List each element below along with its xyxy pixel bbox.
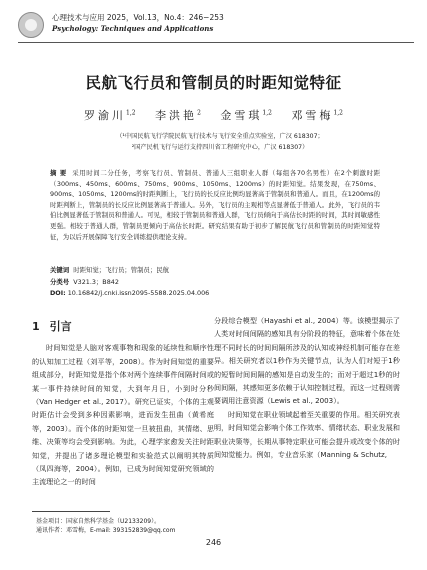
page-number: 246 [205, 538, 222, 547]
paper-title: 民航飞行员和管制员的时距知觉特征 [85, 74, 342, 92]
author-name: 金雪琪 [220, 109, 263, 122]
journal-logo [18, 12, 44, 38]
body-paragraph: 时间知觉在职业领域起着至关重要的作用。相关研究表明，时间知觉会影响个体工作效率、情绪状态、职业发展和职业决策等，长期从事特定职业可能会提升或改变个体的时间知觉能力。例如，专业音乐家（Manning & Schutz, [214, 409, 400, 460]
doi [50, 289, 380, 297]
journal-english-name: Psychology: Techniques and Applications [52, 24, 214, 33]
author-name: 邓雪梅 [291, 109, 334, 122]
classification-text: V321.3；B842 [73, 278, 119, 286]
affiliation-line: （¹中国民航飞行学院民航飞行技术与飞行安全重点实验室，广汉 618307； [116, 133, 324, 140]
author-affiliation-mark: 2 [197, 109, 201, 117]
header-rule [18, 42, 414, 43]
classification [50, 277, 380, 286]
section-number: 1 [32, 320, 40, 333]
author-name: 罗渝川 [84, 109, 127, 122]
author-affiliation-mark: 1,2 [333, 109, 343, 117]
right-column [214, 314, 400, 461]
doi-label: DOI: [50, 289, 66, 297]
footnote-rule [32, 511, 110, 512]
keywords-text: 时距知觉；飞行员；管制员；民航 [73, 266, 170, 274]
abstract-text: 采用时间二分任务，考察飞行员、管制员、普通人三组职业人群（每组各70名男性）在2个刺激时距（300ms、450ms、600ms、750ms、900ms、1050ms、1200ms）的时距知觉。结果发现，在750ms、900ms、1050ms、1200ms的时距判断上，飞行员的长反应比例均显著高于管制员和普通人。而且，在1200ms的时距判断上，管制员的长反应比例显著高于普通人。另外，飞行员的主观相等点显著低于普通人。此外，飞行员的韦伯比例显著低于管制员和普通人。可见，相较于管制员和普通人群，飞行员倾向于高估长时距的时间，其时间敏感性更强。相较于普通人群，管制员更倾向于高估长时距。研究结果有助于初步了解民航飞行员和管制员的时距知觉特征，为以后开展保障飞行安全训练提供理论支持。 [50, 169, 380, 241]
affiliation-line: ²国产民机飞行与运行支持四川省工程研究中心，广汉 618307） [131, 144, 309, 151]
author-list [0, 107, 427, 123]
body-paragraph: 分段综合模型（Hayashi et al., 2004）等。该模型揭示了人类对时间间隔的感知具有分阶段的特征，意味着个体在处理不同时长的时间间隔所涉及的认知或神经机制可能存在差异。相关研究者以1秒作为关键节点，认为人们对短于1秒的短暂时间间隔的感知是自动发生的；而对于超过1秒的时间间隔，其感知更多依赖于认知控制过程，而这一过程则需要调用注意资源（Lewis et al., 2003）。 [214, 316, 400, 406]
author-affiliation-mark: 1,2 [262, 109, 272, 117]
author-name: 李洪艳 [155, 109, 198, 122]
author-affiliation-mark: 1,2 [126, 109, 136, 117]
footnote-funding: 基金项目：国家自然科学基金（U2133209）。 [36, 518, 161, 525]
section-title: 引言 [49, 320, 72, 333]
abstract-label: 摘 要 [50, 169, 67, 177]
left-column [32, 320, 214, 489]
keywords-label: 关键词 [50, 266, 70, 274]
section-heading [32, 320, 214, 333]
body-paragraph: 时间知觉是人脑对客观事物和现象的延续性和顺序性的认知加工过程（刘平等，2008）。作为时间知觉的重要组成部分，时距知觉是指个体对两个连续事件间隔时间或某一事件持续时间的知觉，大到年月日，小到时分秒（Van Hedger et al., 2017）。研究已证实，个体的主观时距估计会受到多种因素影响，进而发生扭曲（黄希庭等，2003）。而个体的时距知觉一旦被扭曲，其情绪、思维、决策等均会受到影响。为此，心理学家愈发关注时距知觉，并提出了诸多理论模型和实验范式以阐明其特质（凤四海等，2004）。例如，已成为时间知觉研究领域的主流理论之一的时间 [32, 343, 214, 487]
journal-header [18, 10, 414, 44]
footnote-corresponding-author: 通讯作者：邓雪梅，E-mail: 393152839@qq.com [36, 527, 176, 534]
doi-text: 10.16842/j.cnki.issn2095-5588.2025.04.006 [67, 289, 210, 297]
abstract [50, 168, 380, 242]
journal-citation: 心理技术与应用 2025，Vol.13，No.4：246−253 [52, 13, 224, 22]
keywords [50, 265, 380, 274]
classification-label: 分类号 [50, 278, 70, 286]
